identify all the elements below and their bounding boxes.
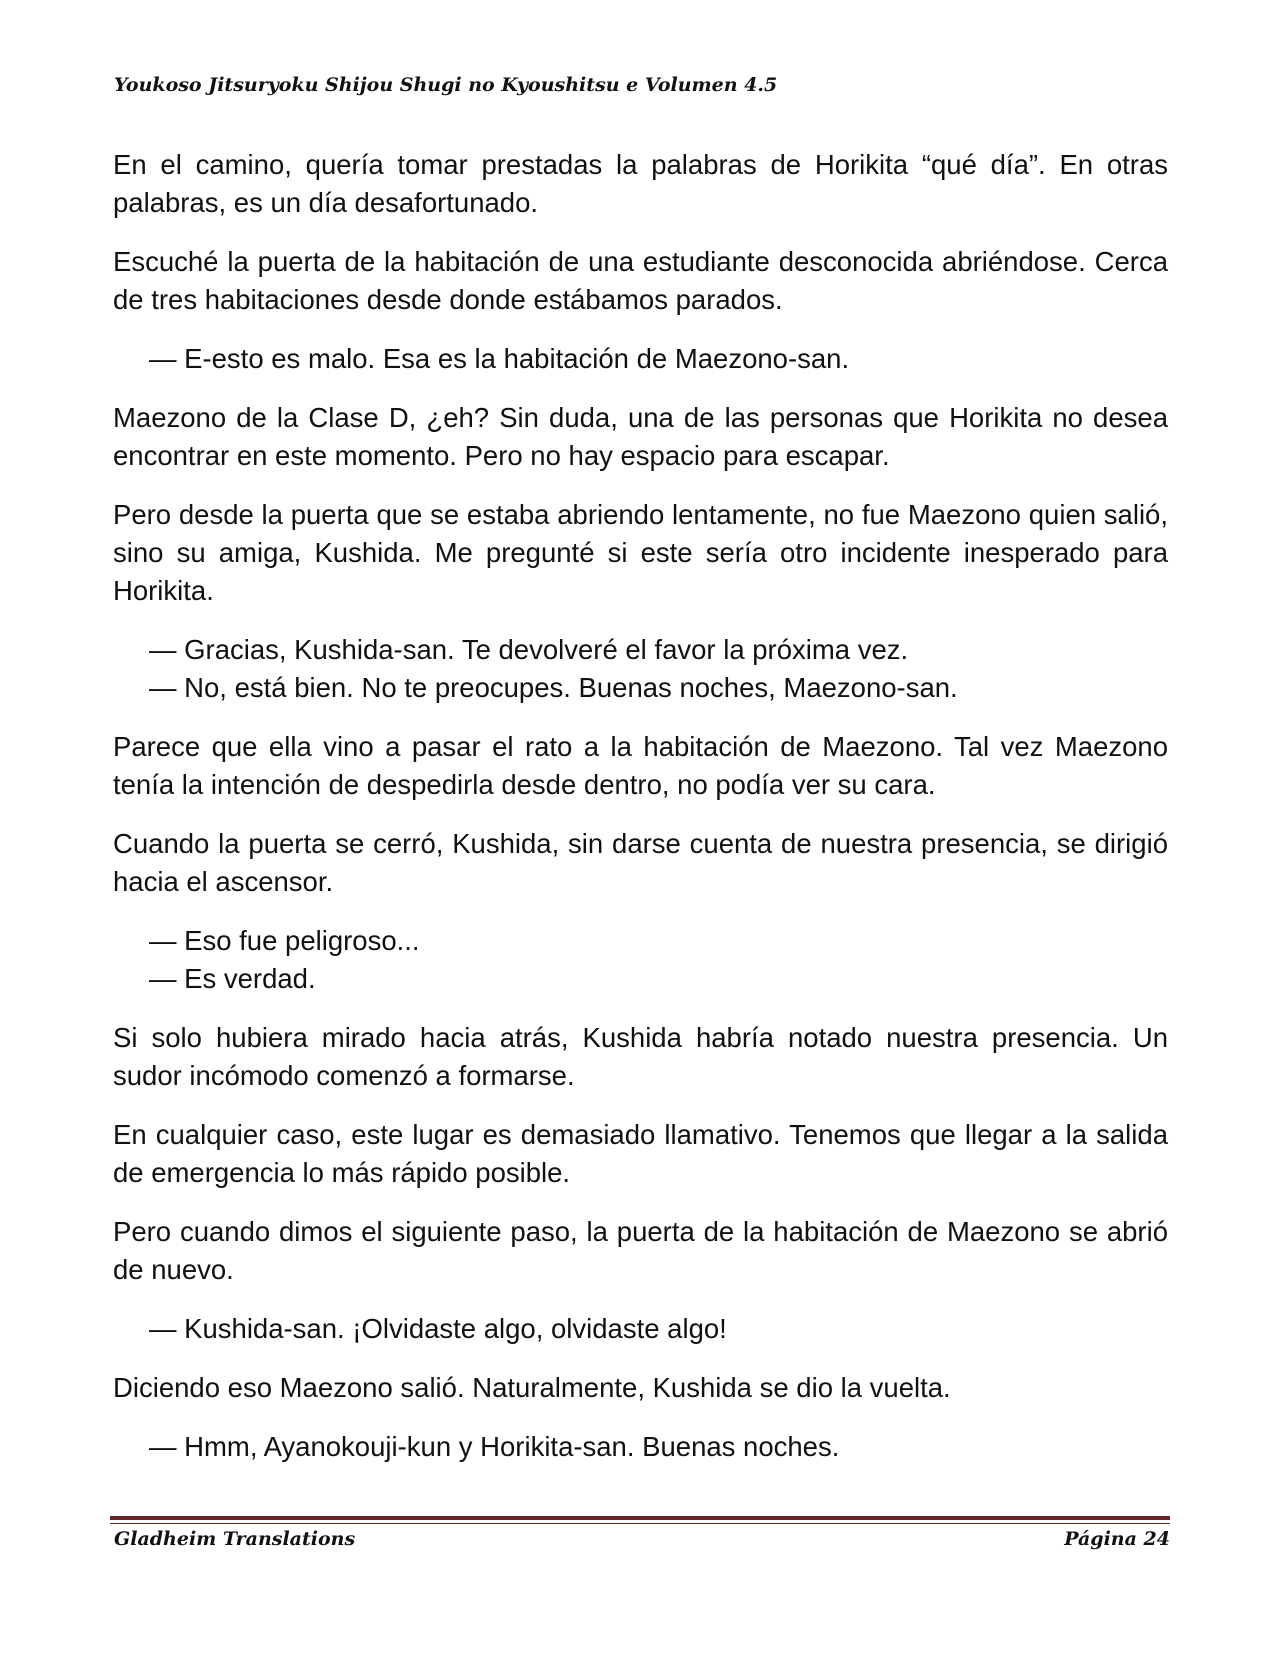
dialogue-line: — Es verdad. <box>149 963 316 994</box>
footer-divider <box>110 1516 1170 1520</box>
paragraph: Cuando la puerta se cerró, Kushida, sin darse cuenta de nuestra presencia, se dirigió hacia el ascensor. <box>113 828 1168 897</box>
paragraph: Pero cuando dimos el siguiente paso, la puerta de la habitación de Maezono se abrió de nuevo. <box>113 1216 1168 1285</box>
running-header: Youkoso Jitsuryoku Shijou Shugi no Kyoushitsu e Volumen 4.5 <box>114 74 778 96</box>
dialogue-line: — Eso fue peligroso... <box>149 925 420 956</box>
dialogue-line: — E-esto es malo. Esa es la habitación de Maezono-san. <box>149 343 850 374</box>
paragraph: Pero desde la puerta que se estaba abriendo lentamente, no fue Maezono quien salió, sino su amiga, Kushida. Me pregunté si este sería otro incidente inesperado para Horikita. <box>113 499 1168 606</box>
paragraph: Si solo hubiera mirado hacia atrás, Kushida habría notado nuestra presencia. Un sudor incómodo comenzó a formarse. <box>113 1022 1168 1091</box>
paragraph: Parece que ella vino a pasar el rato a la habitación de Maezono. Tal vez Maezono tenía la intención de despedirla desde dentro, no podía ver su cara. <box>113 731 1168 800</box>
paragraph: En cualquier caso, este lugar es demasiado llamativo. Tenemos que llegar a la salida de emergencia lo más rápido posible. <box>113 1119 1168 1188</box>
dialogue-line: — No, está bien. No te preocupes. Buenas noches, Maezono-san. <box>149 672 958 703</box>
paragraph: Maezono de la Clase D, ¿eh? Sin duda, una de las personas que Horikita no desea encontrar en este momento. Pero no hay espacio para escapar. <box>113 402 1168 471</box>
paragraph: Escuché la puerta de la habitación de una estudiante desconocida abriéndose. Cerca de tres habitaciones desde donde estábamos parados. <box>113 246 1168 315</box>
paragraph: En el camino, quería tomar prestadas la palabras de Horikita “qué día”. En otras palabras, es un día desafortunado. <box>113 149 1168 218</box>
footer-credit: Gladheim Translations <box>114 1528 356 1550</box>
page-number: Página 24 <box>1064 1528 1170 1550</box>
dialogue-line: — Hmm, Ayanokouji-kun y Horikita-san. Buenas noches. <box>149 1431 840 1462</box>
paragraph: Diciendo eso Maezono salió. Naturalmente, Kushida se dio la vuelta. <box>113 1372 951 1403</box>
footer-divider-thin <box>110 1523 1170 1524</box>
dialogue-line: — Gracias, Kushida-san. Te devolveré el favor la próxima vez. <box>149 634 909 665</box>
page-body <box>113 146 1168 1487</box>
dialogue-line: — Kushida-san. ¡Olvidaste algo, olvidaste algo! <box>149 1313 727 1344</box>
